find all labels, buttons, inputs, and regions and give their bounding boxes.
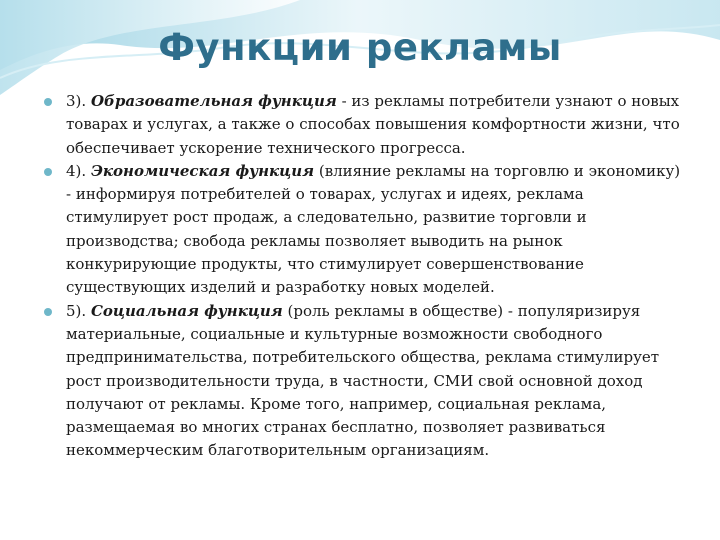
item-number: 3).	[66, 92, 87, 110]
list-item	[44, 300, 684, 463]
slide-title: Функции рекламы	[158, 26, 562, 69]
item-number: 5).	[66, 301, 87, 320]
bullet-icon	[44, 98, 52, 106]
item-number: 4).	[66, 161, 87, 180]
item-text: - из рекламы потребители узнают о новых товарах и услугах, а также о способах повышения комфортности жизни, что обеспечивает ускорение технического прогресса.	[66, 92, 680, 157]
item-emphasis: Образовательная функция	[90, 92, 337, 110]
item-emphasis: Социальная функция	[90, 301, 283, 320]
bullet-list	[44, 90, 684, 463]
bullet-icon	[44, 168, 52, 176]
list-item	[44, 160, 684, 300]
bullet-icon	[44, 308, 52, 316]
item-text: (влияние рекламы на торговлю и экономику) - информируя потребителей о товарах, услугах и идеях, реклама стимулирует рост продаж, а следовательно, развитие торговли и производства; свобода рекламы позволяет выводить на рынок конкурирующие продукты, что стимулирует совершенствование существующих изделий и разработку новых моделей.	[66, 161, 681, 297]
list-item	[44, 90, 684, 160]
item-emphasis: Экономическая функция	[90, 161, 315, 180]
item-text: (роль рекламы в обществе) - популяризируя материальные, социальные и культурные возможности свободного предпринимательства, потребительского общества, реклама стимулирует рост производительности труда, в частности, СМИ свой основной доход получают от рекламы. Кроме того, например, социальная реклама, размещаемая во многих странах бесплатно, позволяет развиваться некоммерческим благотворительным организациям.	[66, 301, 660, 460]
